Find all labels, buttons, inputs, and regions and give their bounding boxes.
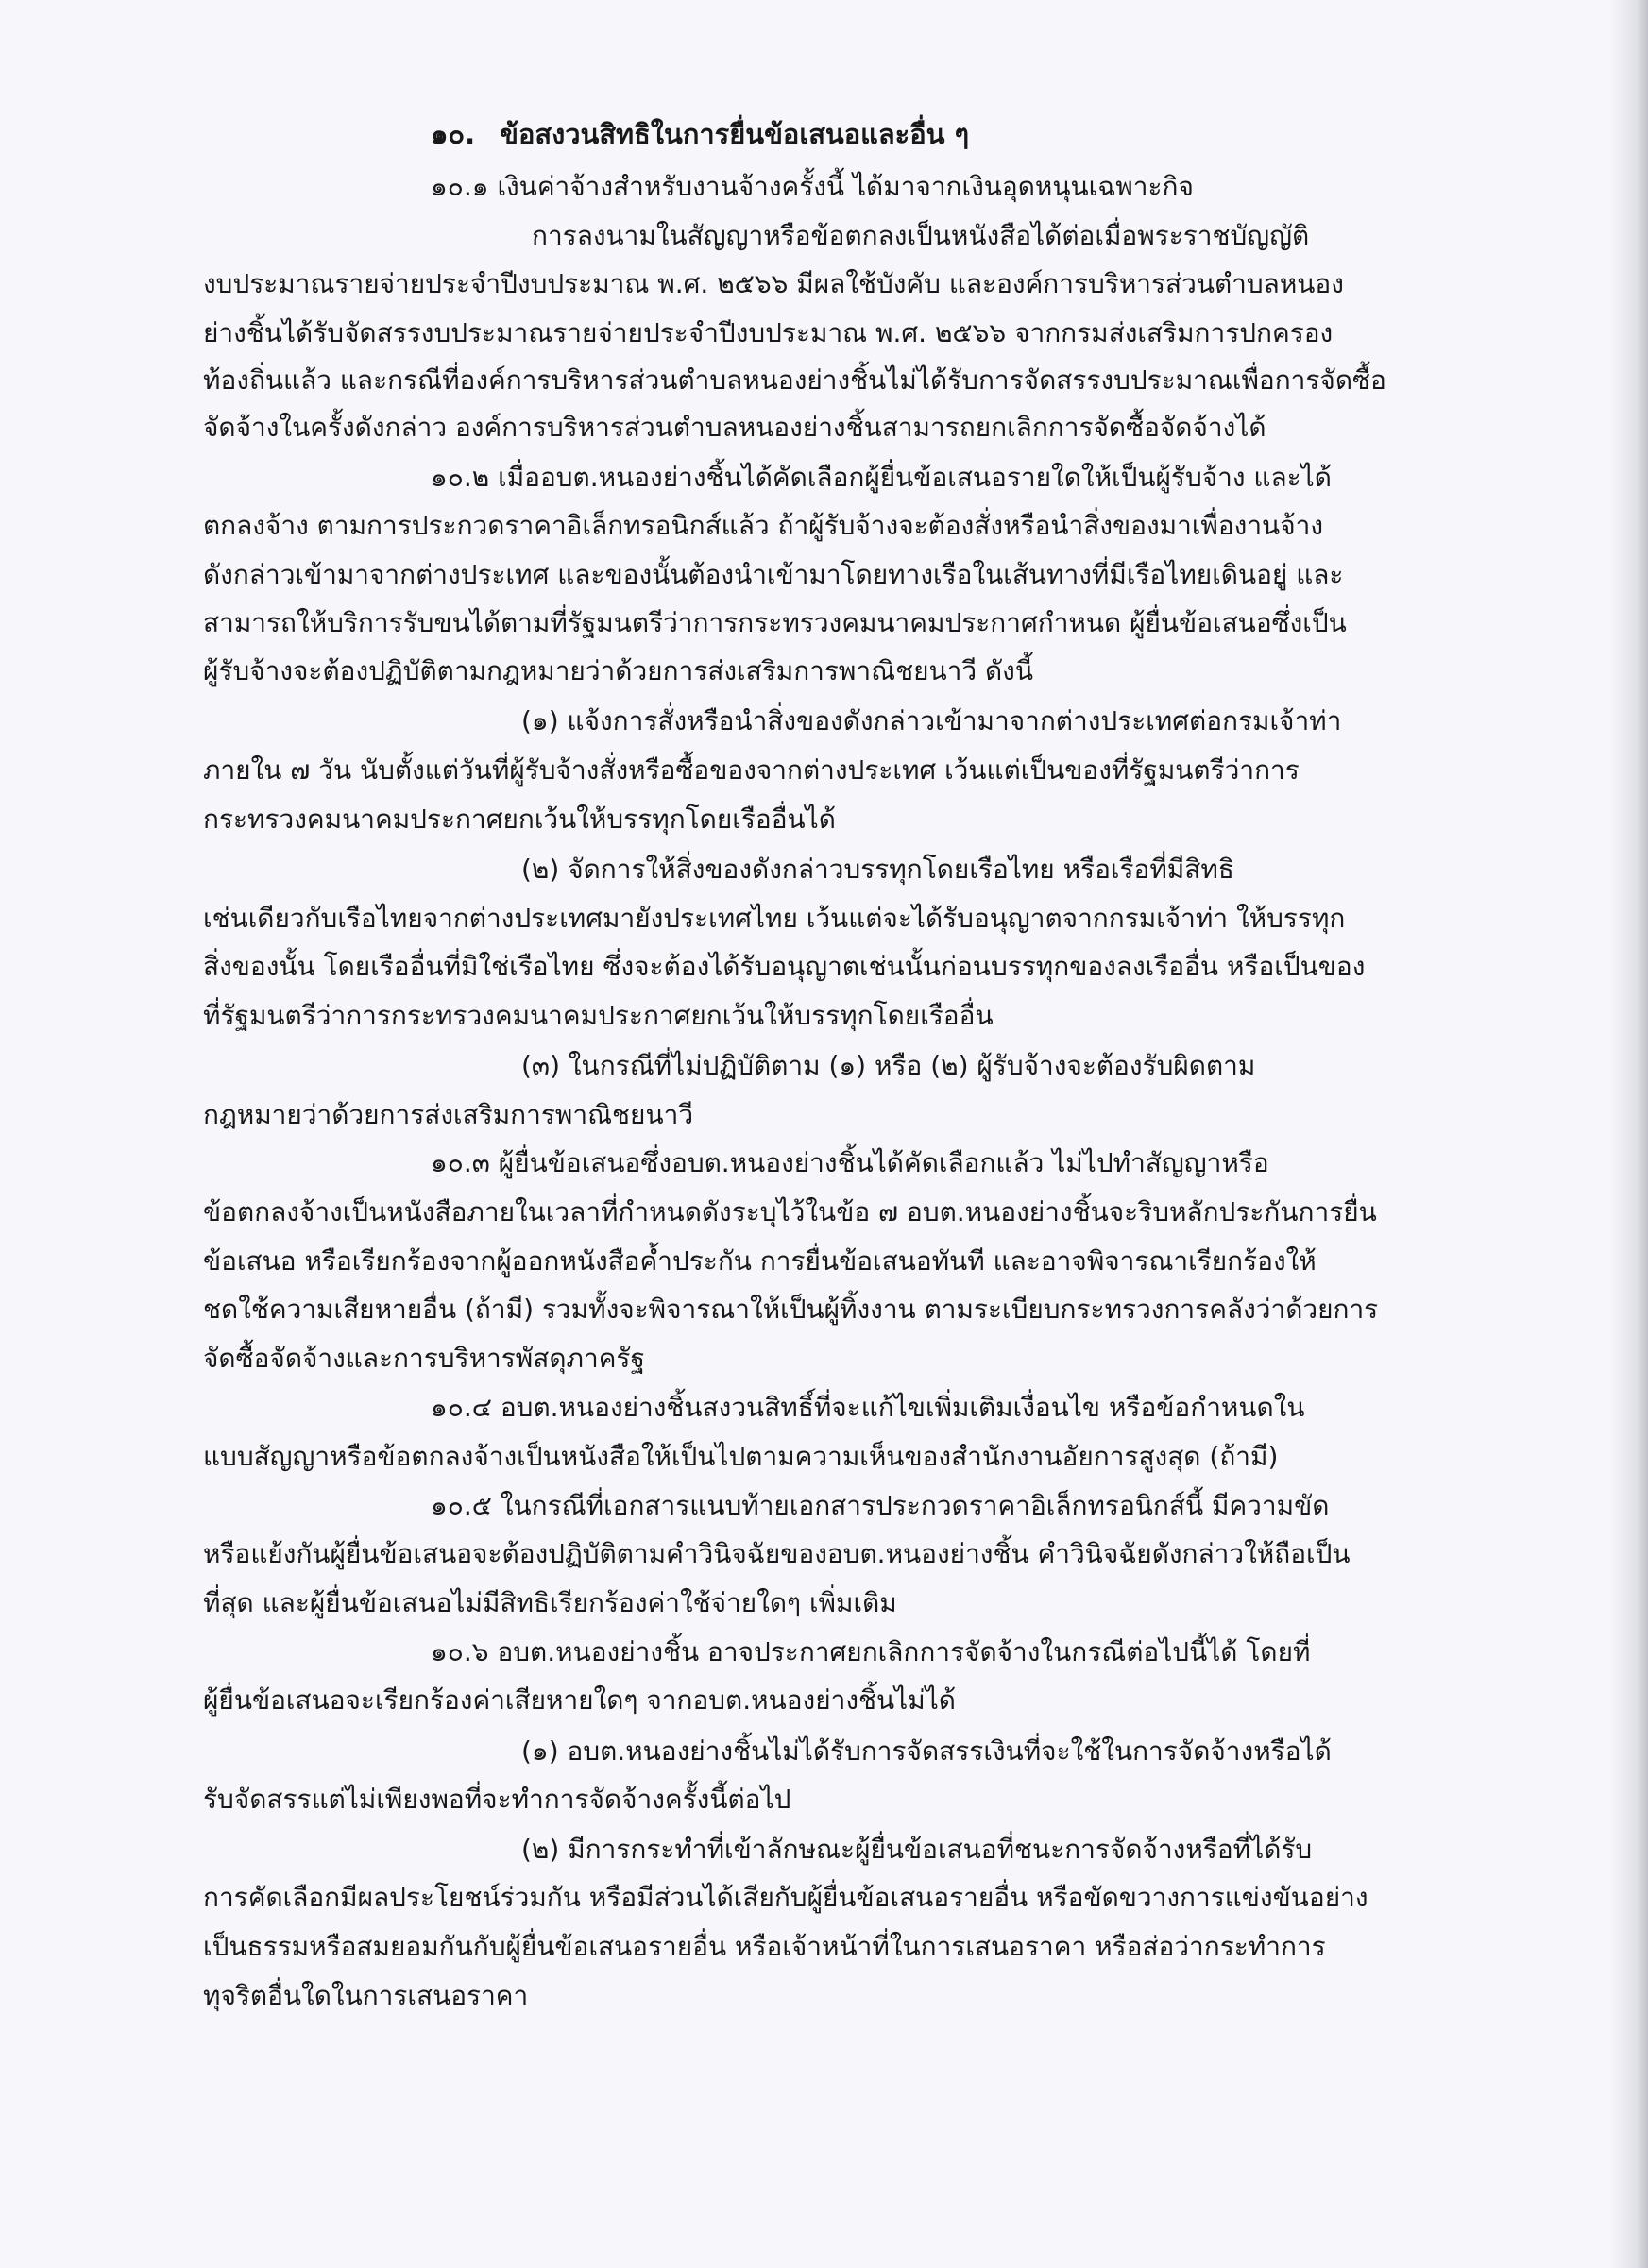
document-line: เช่นเดียวกับเรือไทยจากต่างประเทศมายังประเทศไทย เว้นแต่จะได้รับอนุญาตจากกรมเจ้าท่า ให้บรรทุก [203, 903, 1346, 934]
document-line: แบบสัญญาหรือข้อตกลงจ้างเป็นหนังสือให้เป็นไปตามความเห็นของสำนักงานอัยการสูงสุด (ถ้ามี) [203, 1441, 1279, 1472]
document-line: จัดจ้างในครั้งดังกล่าว องค์การบริหารส่วนตำบลหนองย่างชิ้นสามารถยกเลิกการจัดซื้อจัดจ้างได้ [203, 412, 1266, 443]
document-line: สามารถให้บริการรับขนได้ตามที่รัฐมนตรีว่าการกระทรวงคมนาคมประกาศกำหนด ผู้ยื่นข้อเสนอซึ่งเป็น [203, 607, 1347, 638]
document-line: ข้อตกลงจ้างเป็นหนังสือภายในเวลาที่กำหนดดังระบุไว้ในข้อ ๗ อบต.หนองย่างชิ้นจะริบหลักประกันการยื่น [203, 1196, 1377, 1227]
document-line: ข้อเสนอ หรือเรียกร้องจากผู้ออกหนังสือค้ำประกัน การยื่นข้อเสนอทันที และอาจพิจารณาเรียกร้องให้ [203, 1245, 1317, 1277]
section-heading-title: ข้อสงวนสิทธิในการยื่นข้อเสนอและอื่น ๆ [500, 118, 970, 150]
page-edge-shadow [1608, 0, 1648, 2268]
document-line: รับจัดสรรแต่ไม่เพียงพอที่จะทำการจัดจ้างครั้งนี้ต่อไป [203, 1784, 791, 1815]
document-line: ๑๐.๕ ในกรณีที่เอกสารแนบท้ายเอกสารประกวดราคาอิเล็กทรอนิกส์นี้ มีความขัด [431, 1490, 1330, 1521]
document-line: ทุจริตอื่นใดในการเสนอราคา [203, 1980, 529, 2011]
document-line: สิ่งของนั้น โดยเรืออื่นที่มิใช่เรือไทย ซึ่งจะต้องได้รับอนุญาตเช่นนั้นก่อนบรรทุกของลงเรืออื่น หรือเป็นของ [203, 951, 1366, 982]
document-line: หรือแย้งกันผู้ยื่นข้อเสนอจะต้องปฏิบัติตามคำวินิจฉัยของอบต.หนองย่างชิ้น คำวินิจฉัยดังกล่าวให้ถือเป็น [203, 1538, 1351, 1569]
document-line: ผู้ยื่นข้อเสนอจะเรียกร้องค่าเสียหายใดๆ จากอบต.หนองย่างชิ้นไม่ได้ [203, 1684, 956, 1716]
document-line: ๑๐.๓ ผู้ยื่นข้อเสนอซึ่งอบต.หนองย่างชิ้นได้คัดเลือกแล้ว ไม่ไปทำสัญญาหรือ [431, 1147, 1269, 1178]
document-line: งบประมาณรายจ่ายประจำปีงบประมาณ พ.ศ. ๒๕๖๖ มีผลใช้บังคับ และองค์การบริหารส่วนตำบลหนอง [203, 268, 1344, 299]
document-line: ตกลงจ้าง ตามการประกวดราคาอิเล็กทรอนิกส์แล้ว ถ้าผู้รับจ้างจะต้องสั่งหรือนำสิ่งของมาเพื่องานจ้าง [203, 510, 1323, 541]
document-line: การลงนามในสัญญาหรือข้อตกลงเป็นหนังสือได้ต่อเมื่อพระราชบัญญัติ [532, 220, 1310, 251]
document-line: ๑๐.๑ เงินค่าจ้างสำหรับงานจ้างครั้งนี้ ได้มาจากเงินอุดหนุนเฉพาะกิจ [431, 171, 1194, 202]
document-line: จัดซื้อจัดจ้างและการบริหารพัสดุภาครัฐ [203, 1343, 645, 1374]
document-line: กระทรวงคมนาคมประกาศยกเว้นให้บรรทุกโดยเรืออื่นได้ [203, 804, 836, 835]
document-line: (๒) จัดการให้สิ่งของดังกล่าวบรรทุกโดยเรือไทย หรือเรือที่มีสิทธิ [521, 854, 1234, 885]
document-line: ท้องถิ่นแล้ว และกรณีที่องค์การบริหารส่วนตำบลหนองย่างชิ้นไม่ได้รับการจัดสรรงบประมาณเพื่อการจัดซื้อ [203, 364, 1386, 396]
document-line: ๑๐.๔ อบต.หนองย่างชิ้นสงวนสิทธิ์ที่จะแก้ไขเพิ่มเติมเงื่อนไข หรือข้อกำหนดใน [431, 1392, 1305, 1423]
document-line: การคัดเลือกมีผลประโยชน์ร่วมกัน หรือมีส่วนได้เสียกับผู้ยื่นข้อเสนอรายอื่น หรือขัดขวางการแข่งขันอย่าง [203, 1882, 1368, 1913]
document-line: ผู้รับจ้างจะต้องปฏิบัติตามกฎหมายว่าด้วยการส่งเสริมการพาณิชยนาวี ดังนี้ [203, 655, 1033, 686]
document-line: กฎหมายว่าด้วยการส่งเสริมการพาณิชยนาวี [203, 1099, 694, 1130]
document-line: (๓) ในกรณีที่ไม่ปฏิบัติตาม (๑) หรือ (๒) ผู้รับจ้างจะต้องรับผิดตาม [521, 1050, 1256, 1081]
document-line: (๑) อบต.หนองย่างชิ้นไม่ได้รับการจัดสรรเงินที่จะใช้ในการจัดจ้างหรือได้ [521, 1735, 1332, 1767]
document-line: ชดใช้ความเสียหายอื่น (ถ้ามี) รวมทั้งจะพิจารณาให้เป็นผู้ทิ้งงาน ตามระเบียบกระทรวงการคลังว่าด้วยการ [203, 1294, 1379, 1325]
document-line: ที่สุด และผู้ยื่นข้อเสนอไม่มีสิทธิเรียกร้องค่าใช้จ่ายใดๆ เพิ่มเติม [203, 1587, 897, 1618]
document-line: ดังกล่าวเข้ามาจากต่างประเทศ และของนั้นต้องนำเข้ามาโดยทางเรือในเส้นทางที่มีเรือไทยเดินอยู่ และ [203, 559, 1344, 590]
document-line: ๑๐.๒ เมื่ออบต.หนองย่างชิ้นได้คัดเลือกผู้ยื่นข้อเสนอรายใดให้เป็นผู้รับจ้าง และได้ [431, 462, 1332, 493]
document-line: เป็นธรรมหรือสมยอมกันกับผู้ยื่นข้อเสนอรายอื่น หรือเจ้าหน้าที่ในการเสนอราคา หรือส่อว่ากระทำการ [203, 1931, 1326, 1962]
section-heading [431, 115, 969, 153]
document-line: (๒) มีการกระทำที่เข้าลักษณะผู้ยื่นข้อเสนอที่ชนะการจัดจ้างหรือที่ได้รับ [521, 1834, 1313, 1865]
section-heading-number: ๑๐. [431, 118, 476, 150]
document-line: ย่างชิ้นได้รับจัดสรรงบประมาณรายจ่ายประจำปีงบประมาณ พ.ศ. ๒๕๖๖ จากกรมส่งเสริมการปกครอง [203, 317, 1334, 348]
document-line: ภายใน ๗ วัน นับตั้งแต่วันที่ผู้รับจ้างสั่งหรือซื้อของจากต่างประเทศ เว้นแต่เป็นของที่รัฐมนตรีว่าการ [203, 754, 1300, 786]
document-line: ที่รัฐมนตรีว่าการกระทรวงคมนาคมประกาศยกเว้นให้บรรทุกโดยเรืออื่น [203, 1000, 994, 1031]
document-line: (๑) แจ้งการสั่งหรือนำสิ่งของดังกล่าวเข้ามาจากต่างประเทศต่อกรมเจ้าท่า [521, 705, 1342, 736]
document-line: ๑๐.๖ อบต.หนองย่างชิ้น อาจประกาศยกเลิกการจัดจ้างในกรณีต่อไปนี้ได้ โดยที่ [431, 1636, 1311, 1667]
